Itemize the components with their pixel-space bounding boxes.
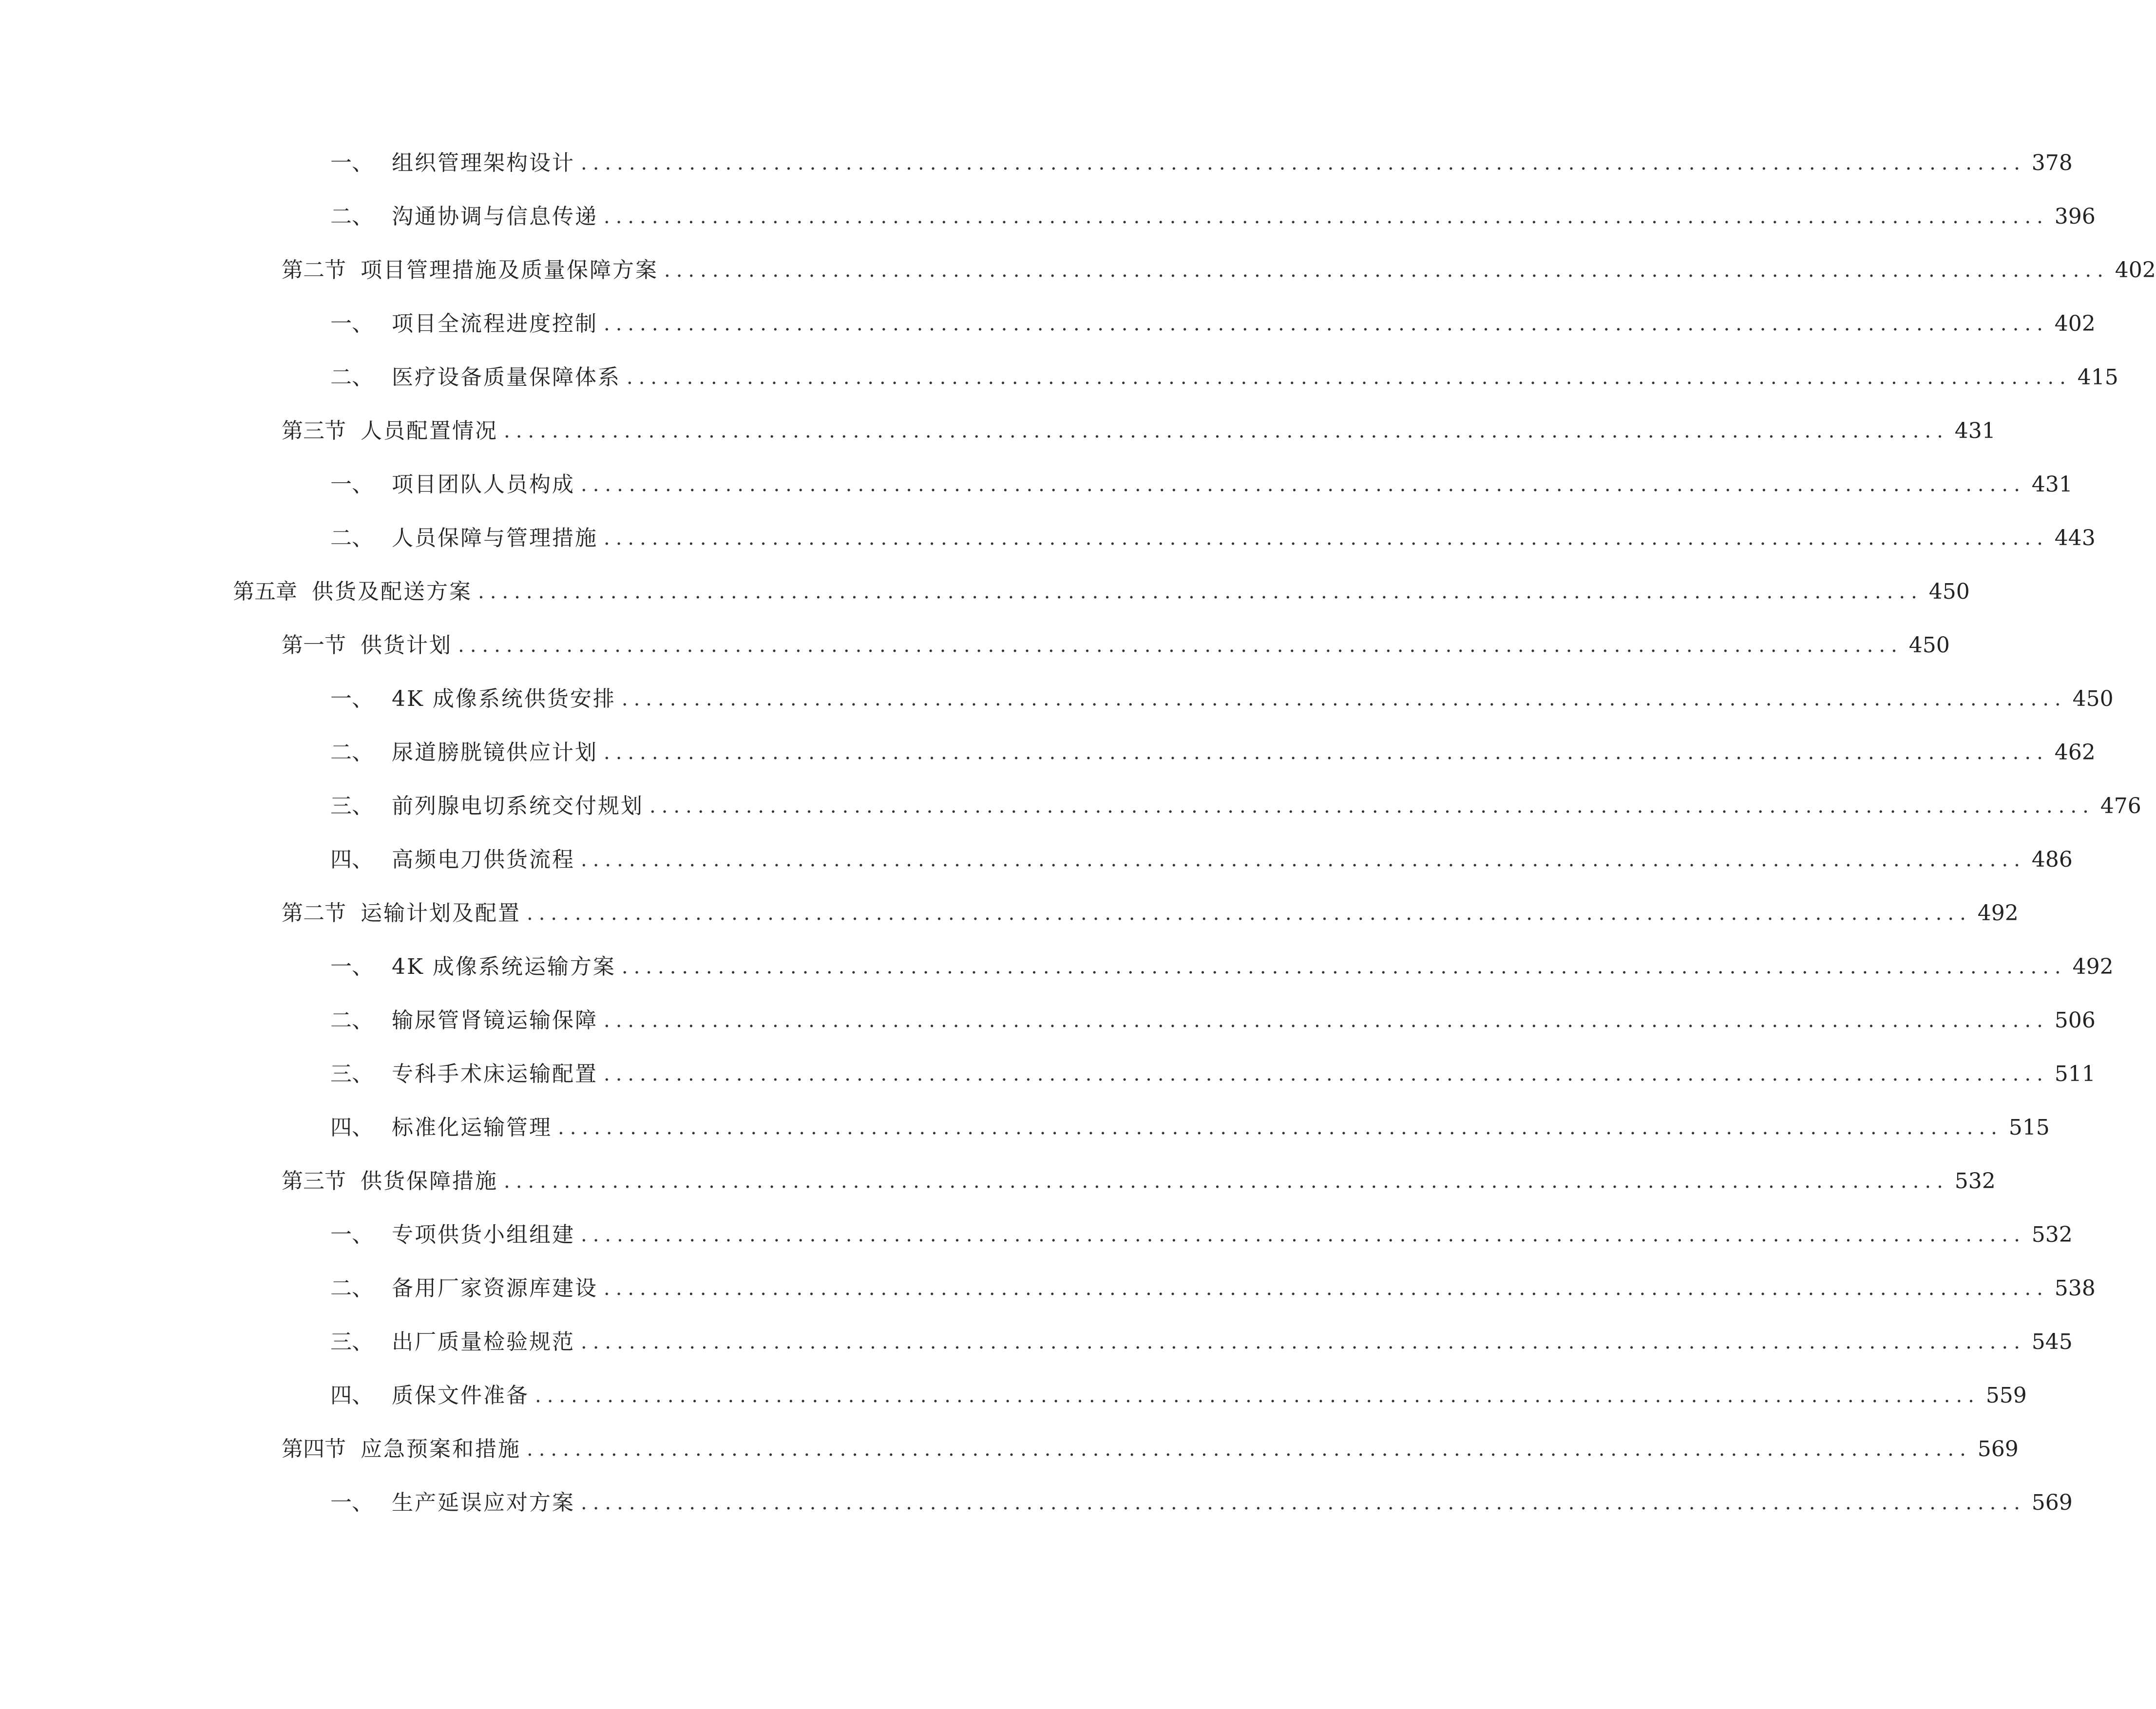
toc-entry-number: 一、 [330, 954, 373, 979]
dot-leader: ........................................................................................................................ [535, 1385, 1980, 1407]
toc-entry-page: 492 [1977, 901, 2019, 926]
toc-entry[interactable] [282, 412, 1996, 451]
toc-entry-title: 项目团队人员构成 [392, 472, 575, 497]
toc-entry-title: 输尿管肾镜运输保障 [392, 1008, 598, 1033]
toc-entry-title: 标准化运输管理 [392, 1115, 552, 1140]
toc-entry-title: 前列腺电切系统交付规划 [392, 794, 644, 818]
toc-entry-title: 4K 成像系统运输方案 [392, 954, 616, 979]
toc-entry-page: 492 [2072, 954, 2114, 979]
toc-entry-number: 第二节 [282, 901, 346, 926]
toc-entry-title: 专项供货小组组建 [392, 1222, 575, 1247]
toc-entry[interactable] [330, 1215, 2073, 1254]
dot-leader: ........................................................................................................................ [581, 1224, 2026, 1246]
toc-entry[interactable] [330, 1269, 2096, 1308]
toc-entry[interactable] [282, 1430, 2019, 1469]
toc-entry-number: 一、 [330, 311, 373, 336]
dot-leader: ........................................................................................................................ [604, 527, 2049, 550]
toc-entry[interactable] [330, 1055, 2096, 1094]
toc-entry-page: 569 [2031, 1490, 2073, 1515]
toc-entry-page: 431 [2031, 472, 2073, 497]
toc-entry-title: 供货保障措施 [361, 1169, 498, 1194]
toc-entry-page: 402 [2054, 311, 2096, 336]
toc-entry-title: 项目全流程进度控制 [392, 311, 598, 336]
toc-entry-page: 559 [1985, 1383, 2027, 1408]
toc-entry[interactable] [330, 197, 2096, 236]
dot-leader: ........................................................................................................................ [621, 688, 2067, 710]
toc-entry[interactable] [330, 787, 2141, 826]
toc-entry[interactable] [282, 251, 2156, 290]
dot-leader: ........................................................................................................................ [527, 1438, 1972, 1461]
dot-leader: ........................................................................................................................ [627, 366, 2072, 389]
toc-entry-page: 378 [2031, 151, 2073, 175]
toc-entry[interactable] [330, 358, 2118, 397]
toc-entry-number: 第三节 [282, 1169, 346, 1194]
dot-leader: ........................................................................................................................ [664, 259, 2109, 282]
toc-entry-title: 质保文件准备 [392, 1383, 529, 1408]
dot-leader: ........................................................................................................................ [581, 1492, 2026, 1514]
toc-entry-title: 供货及配送方案 [312, 579, 472, 604]
dot-leader: ........................................................................................................................ [604, 1277, 2049, 1300]
toc-entry-number: 第三节 [282, 418, 346, 443]
dot-leader: ........................................................................................................................ [558, 1117, 2003, 1139]
toc-entry-title: 运输计划及配置 [361, 901, 521, 926]
toc-entry-number: 三、 [330, 1062, 373, 1086]
toc-entry[interactable] [330, 1483, 2073, 1522]
toc-entry-title: 供货计划 [361, 633, 452, 658]
toc-entry-title: 沟通协调与信息传递 [392, 204, 598, 229]
toc-entry[interactable] [330, 948, 2114, 987]
toc-entry-page: 443 [2054, 526, 2096, 551]
toc-entry-page: 450 [1928, 579, 1970, 604]
dot-leader: ........................................................................................................................ [621, 956, 2067, 978]
toc-entry-page: 532 [2031, 1222, 2073, 1247]
toc-entry-number: 二、 [330, 1276, 373, 1301]
toc-entry[interactable] [330, 680, 2114, 719]
toc-entry-page: 506 [2054, 1008, 2096, 1033]
toc-entry-title: 应急预案和措施 [361, 1437, 521, 1462]
toc-entry[interactable] [330, 144, 2073, 183]
toc-entry[interactable] [330, 1108, 2050, 1147]
dot-leader: ........................................................................................................................ [581, 152, 2026, 174]
toc-entry-number: 二、 [330, 740, 373, 765]
toc-entry-number: 四、 [330, 847, 373, 872]
toc-entry-page: 545 [2031, 1329, 2073, 1354]
toc-entry[interactable] [330, 304, 2096, 343]
toc-entry[interactable] [330, 519, 2096, 558]
toc-entry-title: 尿道膀胱镜供应计划 [392, 740, 598, 765]
toc-entry-page: 538 [2054, 1276, 2096, 1301]
toc-entry-number: 二、 [330, 526, 373, 551]
toc-entry-page: 511 [2054, 1062, 2096, 1086]
toc-entry-title: 生产延误应对方案 [392, 1490, 575, 1515]
dot-leader: ........................................................................................................................ [604, 1009, 2049, 1032]
toc-entry-number: 四、 [330, 1383, 373, 1408]
dot-leader: ........................................................................................................................ [604, 1063, 2049, 1085]
dot-leader: ........................................................................................................................ [504, 420, 1949, 442]
toc-entry-number: 一、 [330, 686, 373, 711]
toc-entry[interactable] [330, 1376, 2027, 1415]
dot-leader: ........................................................................................................................ [649, 795, 2095, 817]
dot-leader: ........................................................................................................................ [604, 313, 2049, 335]
toc-entry-number: 二、 [330, 204, 373, 229]
toc-entry-page: 402 [2115, 258, 2156, 283]
toc-entry-title: 高频电刀供货流程 [392, 847, 575, 872]
toc-entry-page: 476 [2100, 794, 2141, 818]
dot-leader: ........................................................................................................................ [581, 1331, 2026, 1353]
toc-entry-number: 一、 [330, 151, 373, 175]
toc-entry[interactable] [330, 1001, 2096, 1040]
toc-entry-title: 4K 成像系统供货安排 [392, 686, 616, 711]
toc-entry[interactable] [330, 840, 2073, 879]
dot-leader: ........................................................................................................................ [604, 206, 2049, 228]
dot-leader: ........................................................................................................................ [604, 741, 2049, 764]
dot-leader: ........................................................................................................................ [581, 474, 2026, 496]
toc-entry[interactable] [282, 626, 1950, 665]
toc-entry[interactable] [330, 733, 2096, 772]
dot-leader: ........................................................................................................................ [527, 902, 1972, 925]
toc-entry-page: 450 [1908, 633, 1950, 658]
toc-entry-title: 备用厂家资源库建设 [392, 1276, 598, 1301]
toc-entry[interactable] [282, 1162, 1996, 1201]
toc-entry-page: 450 [2072, 686, 2114, 711]
toc-entry-page: 431 [1954, 418, 1996, 443]
toc-entry-number: 一、 [330, 1490, 373, 1515]
toc-entry-page: 396 [2054, 204, 2096, 229]
toc-entry-title: 人员配置情况 [361, 418, 498, 443]
toc-entry-number: 第四节 [282, 1437, 346, 1462]
toc-entry-number: 第一节 [282, 633, 346, 658]
toc-entry-page: 462 [2054, 740, 2096, 765]
dot-leader: ........................................................................................................................ [581, 849, 2026, 871]
toc-entry-number: 第五章 [233, 579, 297, 604]
toc-entry[interactable] [330, 1323, 2073, 1362]
toc-entry-title: 出厂质量检验规范 [392, 1329, 575, 1354]
toc-entry-title: 医疗设备质量保障体系 [392, 365, 621, 390]
toc-entry[interactable] [282, 894, 2019, 933]
toc-entry-number: 二、 [330, 1008, 373, 1033]
toc-entry-number: 一、 [330, 1222, 373, 1247]
toc-entry-page: 532 [1954, 1169, 1996, 1194]
dot-leader: ........................................................................................................................ [504, 1170, 1949, 1193]
toc-entry[interactable] [330, 465, 2073, 504]
toc-entry-page: 569 [1977, 1437, 2019, 1462]
toc-entry-title: 组织管理架构设计 [392, 151, 575, 175]
toc-entry-title: 专科手术床运输配置 [392, 1062, 598, 1086]
toc-entry-title: 人员保障与管理措施 [392, 526, 598, 551]
toc-entry-title: 项目管理措施及质量保障方案 [361, 258, 658, 283]
toc-entry-number: 三、 [330, 1329, 373, 1354]
toc-entry[interactable] [233, 572, 1970, 611]
toc-entry-page: 486 [2031, 847, 2073, 872]
dot-leader: ........................................................................................................................ [458, 634, 1903, 657]
toc-entry-page: 415 [2077, 365, 2118, 390]
dot-leader: ........................................................................................................................ [478, 581, 1923, 603]
toc-entry-number: 三、 [330, 794, 373, 818]
toc-entry-page: 515 [2008, 1115, 2050, 1140]
toc-entry-number: 二、 [330, 365, 373, 390]
toc-entry-number: 四、 [330, 1115, 373, 1140]
toc-entry-number: 一、 [330, 472, 373, 497]
toc-entry-number: 第二节 [282, 258, 346, 283]
